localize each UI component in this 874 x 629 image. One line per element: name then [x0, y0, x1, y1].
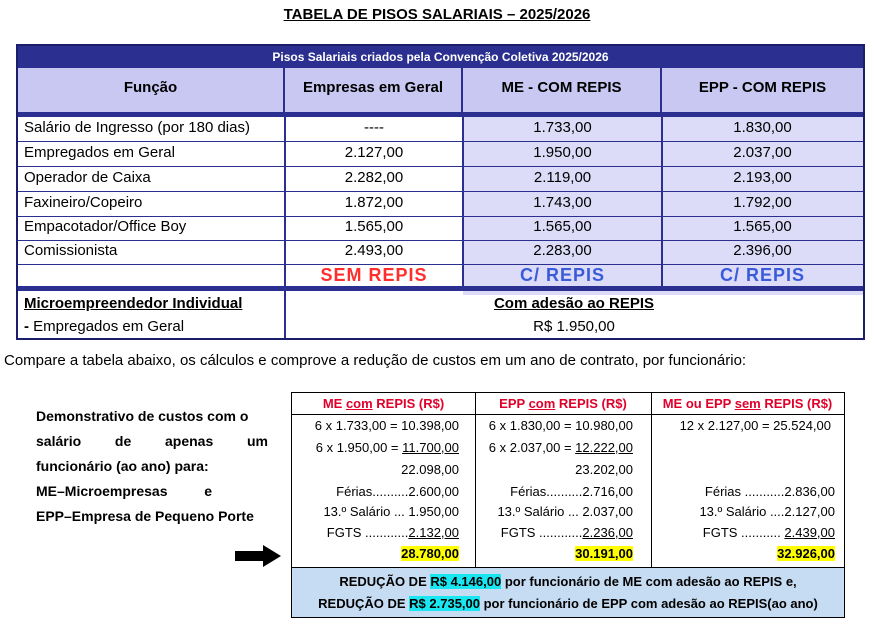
cost-fgts: FGTS ............2.236,00	[500, 525, 633, 540]
salary-table	[16, 44, 865, 340]
cost-ferias: Férias..........2.600,00	[336, 484, 459, 499]
cost-line: 6 x 1.830,00 = 10.980,00	[488, 418, 633, 433]
cost-decimo: 13.º Salário ... 1.950,00	[323, 504, 459, 519]
demo-line	[36, 429, 268, 454]
table-cell: 1.950,00	[533, 144, 592, 161]
reducao-line-epp: REDUÇÃO DE R$ 2.735,00 por funcionário de EPP com adesão ao REPIS(ao ano)	[318, 596, 818, 611]
cost-ferias: Férias..........2.716,00	[510, 484, 633, 499]
cost-decimo: 13.º Salário ... 2.037,00	[497, 504, 633, 519]
micro-row	[24, 318, 184, 335]
cost-table	[291, 392, 845, 618]
cost-header-epp: EPP com REPIS (R$)	[475, 393, 651, 415]
table-cell: 1.565,00	[533, 218, 592, 235]
demo-word: de	[114, 433, 132, 449]
demo-text	[36, 404, 268, 529]
micro-row-value: R$ 1.950,00	[533, 318, 615, 335]
micro-title: Microempreendedor Individual	[24, 295, 243, 312]
stamp-com-repis-me: C/ REPIS	[519, 265, 606, 285]
cost-header-me: ME com REPIS (R$)	[292, 393, 475, 415]
micro-dash: -	[24, 318, 29, 335]
table-cell: 1.830,00	[733, 119, 792, 136]
cost-total: 30.191,00	[575, 546, 633, 561]
table-cell: 2.119,00	[533, 169, 592, 186]
header-empresas-geral: Empresas em Geral	[285, 68, 463, 112]
demo-line	[36, 479, 212, 504]
cost-line: 6 x 1.733,00 = 10.398,00	[314, 418, 459, 433]
arrow-right-icon	[235, 545, 281, 567]
cost-decimo: 13.º Salário ....2.127,00	[699, 504, 835, 519]
table-row-label: Operador de Caixa	[24, 169, 151, 186]
demo-word: apenas	[164, 433, 214, 449]
cost-total: 32.926,00	[777, 546, 835, 561]
table-cell: 2.282,00	[344, 169, 404, 186]
table-cell: 1.792,00	[733, 194, 792, 211]
demo-word: ME–Microempresas	[36, 483, 168, 499]
cost-subtotal: 22.098,00	[401, 462, 459, 477]
demo-line: EPP–Empresa de Pequeno Porte	[36, 508, 254, 524]
header-funcao: Função	[18, 68, 285, 112]
compare-sentence: Compare a tabela abaixo, os cálculos e comprove a redução de custos em um ano de contrato, por funcionário:	[4, 352, 747, 369]
demo-word: salário	[36, 433, 82, 449]
header-me-repis: ME - COM REPIS	[463, 68, 662, 112]
demo-word: um	[246, 433, 268, 449]
cost-line: 6 x 2.037,00 = 12.222,00	[488, 440, 633, 455]
cost-line: 6 x 1.950,00 = 11.700,00	[315, 440, 459, 455]
micro-band	[18, 286, 863, 291]
table-cell: 2.193,00	[733, 169, 792, 186]
cost-subtotal: 23.202,00	[575, 462, 633, 477]
table-cell: 1.733,00	[533, 119, 592, 136]
table-cell: 2.037,00	[733, 144, 792, 161]
stamp-sem-repis: SEM REPIS	[320, 265, 428, 285]
table-row-label: Faxineiro/Copeiro	[24, 194, 143, 211]
reducao-line-me: REDUÇÃO DE R$ 4.146,00 por funcionário de ME com adesão ao REPIS e,	[339, 574, 797, 589]
cost-header-sem: ME ou EPP sem REPIS (R$)	[651, 393, 844, 415]
table-cell: 2.283,00	[533, 242, 592, 259]
table-cell: 2.493,00	[344, 242, 404, 259]
cost-line: 12 x 2.127,00 = 25.524,00	[679, 418, 831, 433]
table-row-label: Empacotador/Office Boy	[24, 218, 187, 235]
demo-line: funcionário (ao ano) para:	[36, 458, 209, 474]
cost-ferias: Férias ...........2.836,00	[704, 484, 835, 499]
table-cell: 1.743,00	[533, 194, 592, 211]
table-cell: 1.565,00	[344, 218, 404, 235]
table-cell: 2.127,00	[344, 144, 404, 161]
micro-row-label: Empregados em Geral	[33, 318, 185, 335]
cost-total: 28.780,00	[401, 546, 459, 561]
table-row-label: Comissionista	[24, 242, 118, 259]
table-cell: 2.396,00	[733, 242, 792, 259]
cost-fgts: FGTS ........... 2.439,00	[702, 525, 835, 540]
page-title: TABELA DE PISOS SALARIAIS – 2025/2026	[283, 6, 591, 23]
table-cell: 1.565,00	[733, 218, 792, 235]
demo-word: e	[204, 483, 212, 499]
stamp-com-repis-epp: C/ REPIS	[719, 265, 806, 285]
micro-adesao: Com adesão ao REPIS	[493, 295, 655, 312]
cost-fgts: FGTS ............2.132,00	[326, 525, 459, 540]
table-caption: Pisos Salariais criados pela Convenção Coletiva 2025/2026	[18, 46, 863, 68]
demo-line: Demonstrativo de custos com o	[36, 408, 249, 424]
table-cell: 1.872,00	[344, 194, 404, 211]
reducao-box	[292, 567, 844, 617]
table-row-label: Empregados em Geral	[24, 144, 175, 161]
table-row-label: Salário de Ingresso (por 180 dias)	[24, 119, 250, 136]
table-cell: ----	[364, 119, 384, 136]
header-epp-repis: EPP - COM REPIS	[662, 68, 863, 112]
